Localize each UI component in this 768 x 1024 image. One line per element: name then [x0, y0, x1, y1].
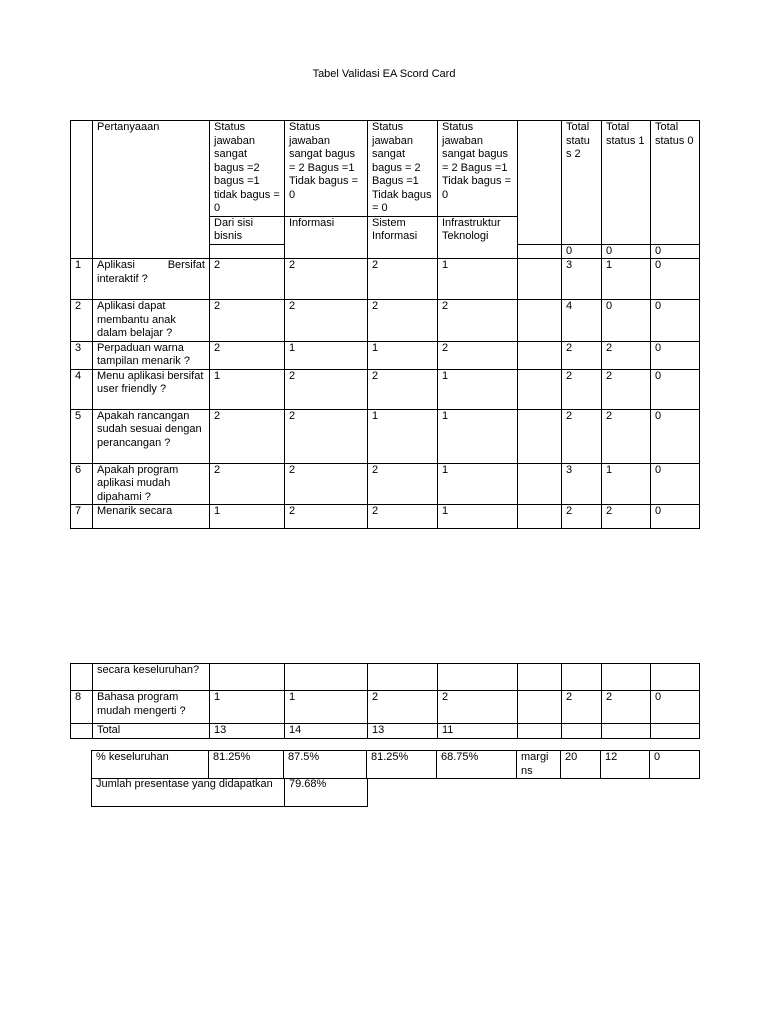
- cell-total-2: 2: [562, 409, 602, 463]
- total-infrastruktur: 11: [438, 724, 518, 739]
- validation-table: [70, 120, 700, 529]
- cell-sistem: 2: [368, 259, 438, 300]
- cell-total-1: 2: [602, 341, 651, 369]
- cell-informasi: 2: [285, 300, 368, 342]
- cell-blank: [602, 724, 651, 739]
- cell-sistem: 1: [368, 409, 438, 463]
- row-number: [71, 724, 93, 739]
- row-number: 3: [71, 341, 93, 369]
- row-question: secara keseluruhan?: [93, 664, 210, 691]
- cell-sistem: 2: [368, 463, 438, 505]
- cell-bisnis: 1: [210, 505, 285, 529]
- cell-informasi: 1: [285, 691, 368, 724]
- cell-total-2: 4: [562, 300, 602, 342]
- row-question-line: interaktif ?: [97, 272, 148, 285]
- cell-total-0: 0: [651, 300, 700, 342]
- cell-total-2: 2: [562, 341, 602, 369]
- row-question-line: Aplikasi Bersifat: [97, 259, 205, 271]
- cell-bisnis: 2: [210, 409, 285, 463]
- cell-bisnis: 2: [210, 259, 285, 300]
- cell-infrastruktur: [438, 664, 518, 691]
- total-bisnis: 13: [210, 724, 285, 739]
- validation-table-continued: [70, 663, 700, 739]
- summary-label: Jumlah presentase yang didapatkan: [92, 778, 285, 806]
- cell-informasi: 2: [285, 505, 368, 529]
- summary-row: [92, 778, 368, 806]
- cell-total-2: 3: [562, 259, 602, 300]
- cell-total-0: 0: [651, 369, 700, 409]
- table-row: [71, 409, 700, 463]
- cell-blank: [562, 724, 602, 739]
- cell-blank: [518, 300, 562, 342]
- cell-infrastruktur: 1: [438, 505, 518, 529]
- row-question: Bahasa program mudah mengerti ?: [93, 691, 210, 724]
- cell-total-1: 2: [602, 369, 651, 409]
- table-row: [71, 369, 700, 409]
- cell-infrastruktur: 1: [438, 259, 518, 300]
- row-number: 4: [71, 369, 93, 409]
- table-row: [71, 300, 700, 342]
- cell-sistem: 2: [368, 505, 438, 529]
- header-informasi: Status jawaban sangat bagus = 2 Bagus =1 Tidak bagus = 0: [285, 121, 368, 217]
- cell-total-0: 0: [651, 505, 700, 529]
- cell-sistem: 2: [368, 300, 438, 342]
- cell-total-0: 0: [651, 463, 700, 505]
- percent-sistem: 81.25%: [367, 751, 437, 779]
- cell-infrastruktur: 1: [438, 463, 518, 505]
- cell-total-2: 3: [562, 463, 602, 505]
- header-no: [71, 121, 93, 259]
- header-row: [71, 121, 700, 217]
- summary-value: 79.68%: [285, 778, 368, 806]
- total-sistem: 13: [368, 724, 438, 739]
- row-question: Menu aplikasi bersifat user friendly ?: [93, 369, 210, 409]
- cell-blank: [518, 505, 562, 529]
- table-row: [71, 691, 700, 724]
- row-number: 6: [71, 463, 93, 505]
- row-question: Apakah rancangan sudah sesuai dengan perancangan ?: [93, 409, 210, 463]
- header-blank: [518, 121, 562, 245]
- zero-cell: [210, 244, 285, 259]
- cell-total-1: 1: [602, 463, 651, 505]
- subheader-informasi: Informasi: [285, 216, 368, 244]
- percent-bisnis: 81.25%: [209, 751, 284, 779]
- zero-cell: [368, 244, 438, 259]
- cell-infrastruktur: 2: [438, 300, 518, 342]
- cell-total-1: 2: [602, 409, 651, 463]
- cell-informasi: 1: [285, 341, 368, 369]
- cell-informasi: 2: [285, 369, 368, 409]
- cell-sistem: 2: [368, 691, 438, 724]
- cell-total-0: 0: [651, 259, 700, 300]
- header-total-2: Total statu s 2: [562, 121, 602, 245]
- subheader-bisnis: Dari sisi bisnis: [210, 216, 285, 244]
- table-row: [71, 505, 700, 529]
- cell-blank: [518, 664, 562, 691]
- total-row: [71, 724, 700, 739]
- row-question: [93, 259, 210, 300]
- percent-informasi: 87.5%: [284, 751, 367, 779]
- cell-blank: [518, 724, 562, 739]
- row-number: 7: [71, 505, 93, 529]
- percent-label: % keseluruhan: [92, 751, 209, 779]
- cell-sistem: 2: [368, 369, 438, 409]
- cell-total-0: 0: [651, 691, 700, 724]
- cell-blank: [518, 463, 562, 505]
- row-number: 5: [71, 409, 93, 463]
- cell-total-1: 0: [602, 300, 651, 342]
- margins-total-0: 0: [650, 751, 700, 779]
- percentage-table: [91, 750, 700, 779]
- cell-total-2: [562, 664, 602, 691]
- cell-infrastruktur: 2: [438, 691, 518, 724]
- cell-bisnis: 2: [210, 463, 285, 505]
- total-informasi: 14: [285, 724, 368, 739]
- margins-total-1: 12: [601, 751, 650, 779]
- subheader-sistem: Sistem Informasi: [368, 216, 438, 244]
- percentage-row: [92, 751, 700, 779]
- header-sistem: Status jawaban sangat bagus = 2 Bagus =1 Tidak bagus = 0: [368, 121, 438, 217]
- cell-total-2: 2: [562, 505, 602, 529]
- table-row: [71, 341, 700, 369]
- header-bisnis: Status jawaban sangat bagus =2 bagus =1 tidak bagus = 0: [210, 121, 285, 217]
- row-number: 8: [71, 691, 93, 724]
- total-label: Total: [93, 724, 210, 739]
- summary-table: [91, 778, 368, 807]
- table-row: [71, 664, 700, 691]
- row-number: 1: [71, 259, 93, 300]
- cell-sistem: 1: [368, 341, 438, 369]
- margins-total-2: 20: [561, 751, 601, 779]
- cell-blank: [518, 409, 562, 463]
- table-row: [71, 259, 700, 300]
- percent-infrastruktur: 68.75%: [437, 751, 517, 779]
- row-question: Apakah program aplikasi mudah dipahami ?: [93, 463, 210, 505]
- header-total-0: Total status 0: [651, 121, 700, 245]
- cell-total-1: [602, 664, 651, 691]
- cell-informasi: 2: [285, 259, 368, 300]
- row-number: [71, 664, 93, 691]
- cell-bisnis: 2: [210, 341, 285, 369]
- cell-bisnis: [210, 664, 285, 691]
- cell-total-0: 0: [651, 341, 700, 369]
- cell-sistem: [368, 664, 438, 691]
- cell-blank: [518, 259, 562, 300]
- cell-informasi: 2: [285, 463, 368, 505]
- header-infrastruktur: Status jawaban sangat bagus = 2 Bagus =1 Tidak bagus = 0: [438, 121, 518, 217]
- header-total-1: Total status 1: [602, 121, 651, 245]
- cell-blank: [518, 369, 562, 409]
- cell-bisnis: 1: [210, 369, 285, 409]
- cell-blank: [651, 724, 700, 739]
- zero-total-2: 0: [562, 244, 602, 259]
- cell-total-0: [651, 664, 700, 691]
- cell-total-1: 2: [602, 505, 651, 529]
- cell-total-2: 2: [562, 691, 602, 724]
- cell-total-1: 2: [602, 691, 651, 724]
- cell-infrastruktur: 1: [438, 409, 518, 463]
- page-title: Tabel Validasi EA Scord Card: [312, 68, 456, 80]
- cell-bisnis: 2: [210, 300, 285, 342]
- zero-cell: [518, 244, 562, 259]
- table-row: [71, 463, 700, 505]
- zero-cell: [438, 244, 518, 259]
- zero-total-0: 0: [651, 244, 700, 259]
- row-question: Menarik secara: [93, 505, 210, 529]
- row-number: 2: [71, 300, 93, 342]
- cell-total-2: 2: [562, 369, 602, 409]
- cell-informasi: [285, 664, 368, 691]
- row-question: Aplikasi dapat membantu anak dalam belajar ?: [93, 300, 210, 342]
- cell-infrastruktur: 2: [438, 341, 518, 369]
- margins-label: margi ns: [517, 751, 561, 779]
- cell-total-0: 0: [651, 409, 700, 463]
- cell-blank: [518, 341, 562, 369]
- cell-blank: [518, 691, 562, 724]
- cell-total-1: 1: [602, 259, 651, 300]
- header-question: Pertanyaaan: [93, 121, 210, 259]
- subheader-infrastruktur: Infrastruktur Teknologi: [438, 216, 518, 244]
- zero-total-1: 0: [602, 244, 651, 259]
- cell-informasi: 2: [285, 409, 368, 463]
- cell-bisnis: 1: [210, 691, 285, 724]
- zero-cell: [285, 244, 368, 259]
- cell-infrastruktur: 1: [438, 369, 518, 409]
- row-question: Perpaduan warna tampilan menarik ?: [93, 341, 210, 369]
